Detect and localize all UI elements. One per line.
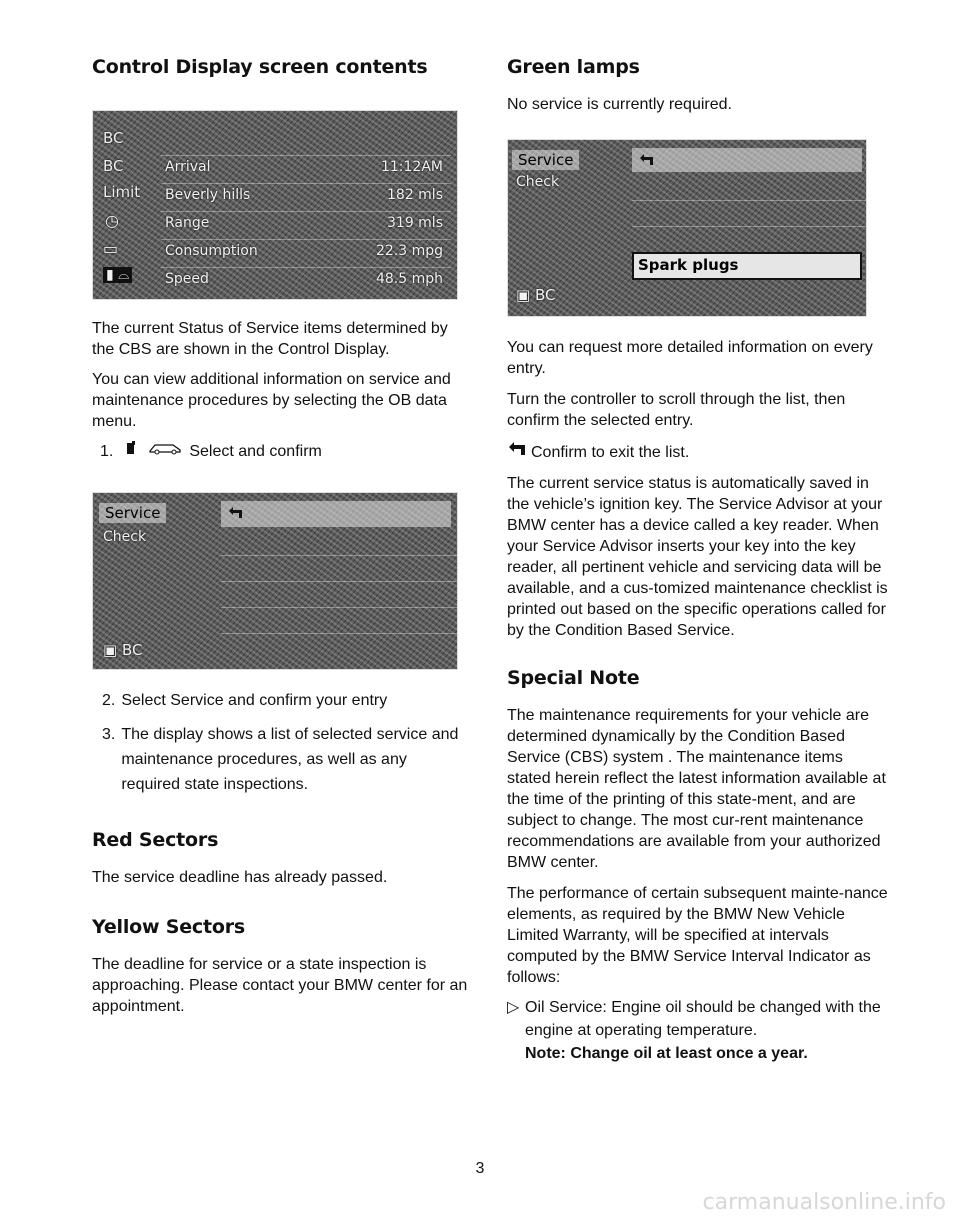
footer-phone-icon: ▣ <box>516 286 531 304</box>
confirm-line <box>507 441 889 463</box>
bullet-body <box>525 996 889 1065</box>
heading-green-lamps: Green lamps <box>507 56 640 78</box>
back-arrow-icon <box>507 441 529 463</box>
paragraph-request-info: You can request more detailed information on every entry. <box>507 339 873 377</box>
bc-row-label: Speed <box>165 271 209 287</box>
step-2 <box>102 690 468 711</box>
step-number: 1. <box>100 442 114 460</box>
paragraph-additional-info: You can view additional information on service and maintenance procedures by selecting the OB data menu. <box>92 371 451 430</box>
list-row <box>221 633 457 658</box>
bc-row-value: 319 mls <box>387 215 443 231</box>
paragraph-status: The current Status of Service items determined by the CBS are shown in the Control Display. <box>92 320 448 358</box>
heading-red-sectors: Red Sectors <box>92 829 219 851</box>
bullet-note: Note: Change oil at least once a year. <box>525 1045 808 1062</box>
side-item-limit: Limit <box>103 183 141 201</box>
triangle-bullet-icon: ▷ <box>507 999 520 1016</box>
heading-control-display: Control Display screen contents <box>92 56 428 78</box>
service-sub: Check <box>516 174 560 190</box>
car-icon <box>147 440 183 462</box>
side-item-bc-2: BC <box>103 157 124 175</box>
screenshot-spark-plugs <box>507 139 867 317</box>
service-footer <box>103 641 142 659</box>
screenshot-service-check <box>92 492 458 670</box>
back-arrow-icon <box>227 505 245 526</box>
back-arrow-icon <box>638 152 656 173</box>
paragraph-green: No service is currently required. <box>507 96 732 113</box>
service-title: Service <box>99 503 166 523</box>
service-sub: Check <box>103 529 147 545</box>
selected-row <box>632 252 862 280</box>
service-footer <box>516 286 555 304</box>
bc-row-label: Range <box>165 215 210 231</box>
confirm-text: Confirm to exit the list. <box>531 443 690 461</box>
bc-row-value: 11:12AM <box>380 159 443 175</box>
step-text: The display shows a list of selected service and maintenance procedures, as well as any required state inspections. <box>121 726 459 793</box>
paragraph-scroll: Turn the controller to scroll through the list, then confirm the selected entry. <box>507 391 846 429</box>
service-title: Service <box>512 150 579 170</box>
list-row <box>221 555 457 580</box>
bc-row <box>161 267 451 292</box>
step-3 <box>102 722 468 797</box>
step-text: Select Service and confirm your entry <box>121 692 388 709</box>
page-number: 3 <box>475 1160 485 1177</box>
heading-yellow-sectors: Yellow Sectors <box>92 916 245 938</box>
step-number: 2. <box>102 692 116 709</box>
left-column <box>92 56 468 1017</box>
screenshot-bc-display <box>92 110 458 300</box>
phone-icon <box>125 440 137 462</box>
list-row <box>632 200 866 225</box>
back-row <box>221 501 451 527</box>
step-1 <box>100 440 468 462</box>
back-row <box>632 148 862 172</box>
car-icon: ▮ ⌓ <box>103 267 132 283</box>
paragraph-yellow: The deadline for service or a state inspection is approaching. Please contact your BMW center for an appointment. <box>92 956 468 1015</box>
bc-row-value: 22.3 mpg <box>375 243 443 259</box>
bc-row <box>161 183 451 208</box>
watermark: carmanualsonline.info <box>702 1190 946 1215</box>
list-row <box>632 226 866 251</box>
list-row <box>221 607 457 632</box>
paragraph-special-2: The performance of certain subsequent mainte-nance elements, as required by the BMW New Vehicle Limited Warranty, will be specified at intervals computed by the BMW Service Interval Indicator as follows: <box>507 885 888 986</box>
step-number: 3. <box>102 726 116 743</box>
bc-row-label: Beverly hills <box>165 187 251 203</box>
right-column <box>507 56 889 1065</box>
heading-special-note: Special Note <box>507 667 640 689</box>
bc-row <box>161 211 451 236</box>
bc-row-label: Consumption <box>165 243 258 259</box>
footer-label: BC <box>121 641 143 659</box>
bc-row <box>161 239 451 264</box>
side-item-bc: BC <box>103 129 124 147</box>
display-icon: ▭ <box>103 239 119 258</box>
bc-row-label: Arrival <box>165 159 211 175</box>
list-row <box>221 581 457 606</box>
bc-row-value: 48.5 mph <box>375 271 443 287</box>
bc-row <box>161 155 451 180</box>
footer-phone-icon: ▣ <box>103 641 118 659</box>
bullet-oil-service <box>507 996 889 1065</box>
paragraph-service-status: The current service status is automatically saved in the vehicle’s ignition key. The Service Advisor at your BMW center has a device called a key reader. When your Service Advisor inserts your key into the key reader, all pertinent vehicle and servicing data will be available, and a cus-tomized maintenance checklist is printed out based on the specific operations called for by the Condition Based Service. <box>507 475 888 639</box>
bc-row-value: 182 mls <box>387 187 443 203</box>
paragraph-special-1: The maintenance requirements for your vehicle are determined dynamically by the Condition Based Service (CBS) system . The maintenance items stated herein reflect the latest information available at the time of the printing of this state-ment, and are subject to change. The most cur-rent maintenance recommendations are available from your authorized BMW center. <box>507 707 886 871</box>
step-text: Select and confirm <box>189 442 322 460</box>
paragraph-red: The service deadline has already passed. <box>92 869 388 886</box>
alarm-clock-icon: ◷ <box>105 211 119 230</box>
bullet-text: Oil Service: Engine oil should be changed with the engine at operating temperature. <box>525 999 881 1039</box>
footer-label: BC <box>534 286 556 304</box>
selected-label: Spark plugs <box>638 256 739 274</box>
